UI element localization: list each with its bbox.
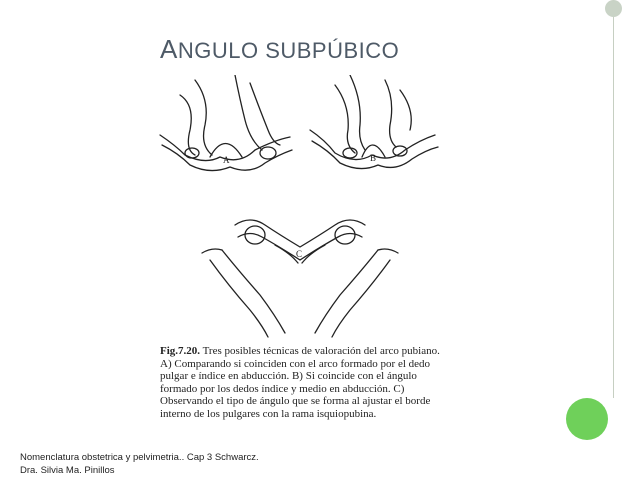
figure-label-a: A xyxy=(223,155,230,165)
footer-line-2: Dra. Silvia Ma. Pinillos xyxy=(20,465,115,476)
caption-figure-number: Fig.7.20. xyxy=(160,345,201,357)
figure-label-b: B xyxy=(370,153,377,163)
figure-caption xyxy=(160,345,445,421)
slide-title xyxy=(160,34,399,65)
decorative-circle-bottom xyxy=(566,398,608,440)
caption-text: Tres posibles técnicas de valoración del arco pubiano. A) Comparando si coinciden con el arco formado por el dedo pulgar e índice en abducción. B) Si coincide con el ángulo formado por los dedos índice y medio en abducción. C) Observando el tipo de ángulo que se forma al ajustar el borde interno de los pulgares con la rama isquiopubina. xyxy=(160,345,440,420)
decorative-vertical-rule xyxy=(613,0,614,398)
footer-line-1: Nomenclatura obstetrica y pelvimetria.. Cap 3 Schwarcz. xyxy=(20,452,259,463)
figure-label-c: C xyxy=(296,249,303,259)
figure-c-drawing xyxy=(202,220,398,337)
decorative-circle-top xyxy=(605,0,622,17)
title-initial: A xyxy=(160,34,178,64)
figure-illustration xyxy=(150,75,450,345)
title-rest: NGULO SUBPÚBICO xyxy=(177,38,400,63)
footer-citation xyxy=(20,451,259,477)
